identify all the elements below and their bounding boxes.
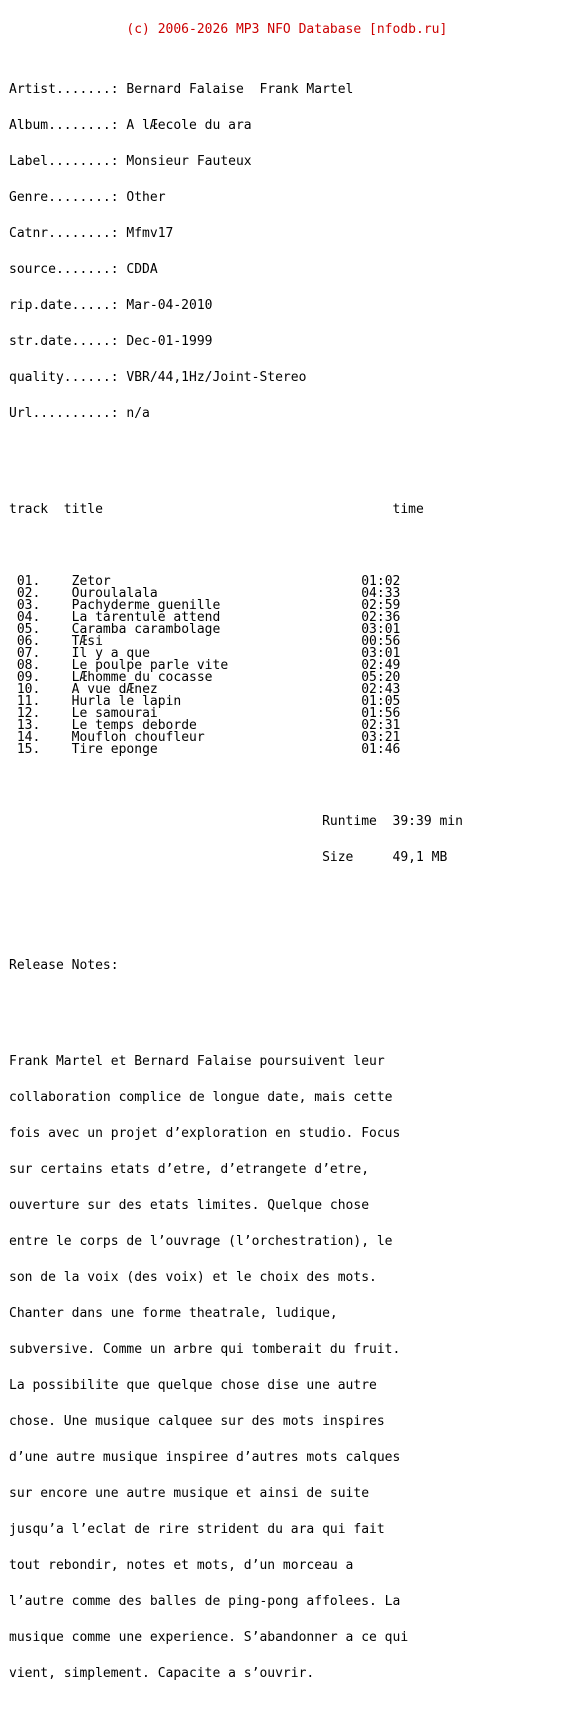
track-number: 13. [16, 718, 41, 733]
blank-line [9, 888, 463, 900]
track-time: 04:33 [361, 586, 401, 601]
info-artist: Artist.......: Bernard Falaise Frank Martel [9, 82, 354, 97]
release-notes-line: jusqu’a l’eclat de rire strident du ara qui fait [9, 1522, 385, 1537]
info-album: Album........: A lÆecole du ara [9, 118, 252, 133]
track-number: 05. [16, 622, 41, 637]
info-quality: quality......: VBR/44,1Hz/Joint-Stereo [9, 370, 307, 385]
release-notes-line: tout rebondir, notes et mots, d’un morceau a [9, 1558, 354, 1573]
release-notes-line: Frank Martel et Bernard Falaise poursuivent leur [9, 1054, 385, 1069]
track-title: Zetor [71, 574, 111, 589]
info-source: source.......: CDDA [9, 262, 158, 277]
track-time: 03:01 [361, 622, 401, 637]
info-label: Label........: Monsieur Fauteux [9, 154, 252, 169]
blank-line [9, 924, 463, 936]
track-title: Hurla le lapin [71, 694, 182, 709]
tracklist [9, 576, 463, 756]
track-time: 02:31 [361, 718, 401, 733]
tracklist-header: track title time [9, 502, 424, 517]
release-notes-line: musique comme une experience. S’abandonner a ce qui [9, 1630, 409, 1645]
track-time: 02:43 [361, 682, 401, 697]
release-notes-line: l’autre comme des balles de ping-pong affolees. La [9, 1594, 401, 1609]
track-time: 02:49 [361, 658, 401, 673]
track-time: 01:46 [361, 742, 401, 757]
release-notes-line: entre le corps de l’ouvrage (l’orchestration), le [9, 1234, 393, 1249]
release-notes-title: Release Notes: [9, 958, 119, 973]
track-title: Mouflon choufleur [71, 730, 205, 745]
track-title: Le poulpe parle vite [71, 658, 229, 673]
track-title: Tire eponge [71, 742, 158, 757]
track-title: Le samourai [71, 706, 158, 721]
track-title: Pachyderme guenille [71, 598, 221, 613]
copyright-header: (c) 2006-2026 MP3 NFO Database [nfodb.ru] [9, 22, 448, 37]
release-notes-line: sur certains etats d’etre, d’etrangete d’etre, [9, 1162, 370, 1177]
track-title: LÆhomme du cocasse [71, 670, 213, 685]
info-str-date: str.date.....: Dec-01-1999 [9, 334, 213, 349]
nfo-document [9, 0, 463, 1716]
track-number: 04. [16, 610, 41, 625]
info-genre: Genre........: Other [9, 190, 166, 205]
track-title: A vue dÆnez [71, 682, 158, 697]
track-number: 02. [16, 586, 41, 601]
release-notes-line: fois avec un projet d’exploration en studio. Focus [9, 1126, 401, 1141]
blank-line [9, 996, 463, 1008]
release-notes-line: Chanter dans une forme theatrale, ludique, [9, 1306, 338, 1321]
track-number: 12. [16, 706, 41, 721]
track-time: 01:05 [361, 694, 401, 709]
blank-line [9, 540, 463, 552]
track-number: 03. [16, 598, 41, 613]
release-notes-line: son de la voix (des voix) et le choix des mots. [9, 1270, 377, 1285]
track-title: Ouroulalala [71, 586, 158, 601]
release-notes-line: La possibilite que quelque chose dise une autre [9, 1378, 377, 1393]
track-title: Caramba carambolage [71, 622, 221, 637]
release-notes [9, 1032, 463, 1704]
track-number: 10. [16, 682, 41, 697]
track-title: TÆsi [71, 634, 103, 649]
track-number: 06. [16, 634, 41, 649]
track-number: 11. [16, 694, 41, 709]
release-notes-line: subversive. Comme un arbre qui tomberait du fruit. [9, 1342, 401, 1357]
track-number: 14. [16, 730, 41, 745]
track-time: 01:56 [361, 706, 401, 721]
info-rip-date: rip.date.....: Mar-04-2010 [9, 298, 213, 313]
release-notes-line: sur encore une autre musique et ainsi de suite [9, 1486, 370, 1501]
release-info [9, 60, 463, 444]
release-notes-line: collaboration complice de longue date, mais cette [9, 1090, 393, 1105]
track-time: 02:36 [361, 610, 401, 625]
size-line: Size 49,1 MB [9, 850, 448, 865]
info-catnr: Catnr........: Mfmv17 [9, 226, 174, 241]
blank-line [9, 780, 463, 792]
track-title: Le temps deborde [71, 718, 197, 733]
track-time: 01:02 [361, 574, 401, 589]
track-time: 00:56 [361, 634, 401, 649]
release-notes-line: ouverture sur des etats limites. Quelque chose [9, 1198, 370, 1213]
track-time: 05:20 [361, 670, 401, 685]
track-number: 01. [16, 574, 41, 589]
info-url: Url..........: n/a [9, 406, 150, 421]
release-notes-line: d’une autre musique inspiree d’autres mots calques [9, 1450, 401, 1465]
runtime-line: Runtime 39:39 min [9, 814, 463, 829]
track-time: 03:21 [361, 730, 401, 745]
track-number: 09. [16, 670, 41, 685]
blank-line [9, 468, 463, 480]
track-time: 03:01 [361, 646, 401, 661]
track-number: 15. [16, 742, 41, 757]
track-title: Il y a que [71, 646, 150, 661]
track-number: 07. [16, 646, 41, 661]
track-number: 08. [16, 658, 41, 673]
release-notes-line: vient, simplement. Capacite a s’ouvrir. [9, 1666, 315, 1681]
release-notes-line: chose. Une musique calquee sur des mots inspires [9, 1414, 385, 1429]
track-row [9, 744, 463, 756]
track-title: La tarentule attend [71, 610, 221, 625]
track-time: 02:59 [361, 598, 401, 613]
